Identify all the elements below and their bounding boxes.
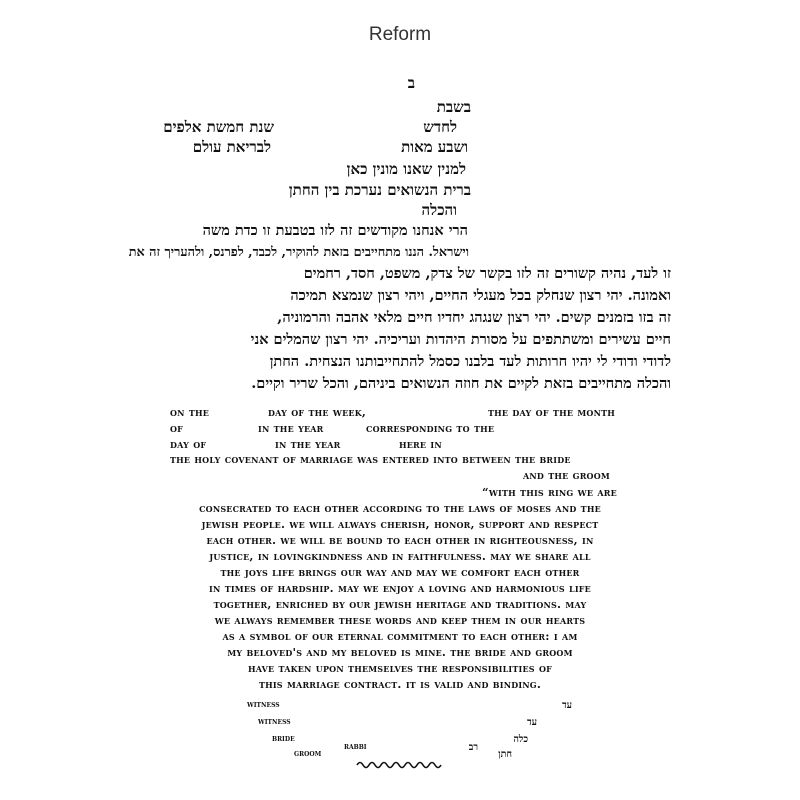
rabbi-hebrew-label: רב	[468, 742, 478, 753]
english-line: we always remember these words and keep them in our hearts	[214, 613, 586, 627]
hebrew-line: ואמונה. יהי רצון שנחלק בכל מעגלי החיים, ויהי רצון שנמצא תמיכה	[290, 287, 671, 304]
witness-1-hebrew-label: עד	[562, 700, 572, 711]
english-line: the joys life brings our way and may we comfort each other	[220, 565, 580, 579]
of-label: of	[170, 421, 184, 435]
rabbi-label: rabbi	[344, 742, 367, 752]
hebrew-shnat: שנת חמשת אלפים	[163, 118, 274, 136]
witness-2-label: witness	[258, 717, 291, 727]
hebrew-line: והכלה מתחייבים בזאת לקיים את חוזה הנשואים ביניהם, והכל שריר וקיים.	[251, 375, 671, 392]
day-of-week-label: day of the week,	[268, 405, 367, 419]
hebrew-lachodesh: לחדש	[423, 118, 457, 136]
groom-label: groom	[294, 749, 322, 759]
english-line: this marriage contract. it is valid and binding.	[258, 677, 542, 691]
groom-hebrew-label: חתן	[498, 749, 512, 760]
on-the-label: on the	[170, 405, 210, 419]
hebrew-lebriat-olam: לבריאת עולם	[192, 138, 271, 156]
day-of-month-label: the day of the month	[488, 405, 615, 419]
in-the-year-2-label: in the year	[275, 437, 341, 451]
and-groom-label: and the groom	[523, 468, 610, 482]
corresponding-label: corresponding to the	[366, 421, 495, 435]
hebrew-line: זו לעד, נהיה קשורים זה לזו בקשר של צדק, משפט, חסד, רחמים	[303, 265, 671, 282]
hebrew-ushva-meot: ושבע מאות	[401, 138, 468, 156]
english-line: each other. we will be bound to each other in righteousness, in	[206, 533, 594, 547]
hebrew-line: וישראל. הננו מתחייבים בזאת להוקיר, לכבד, לפרנס, ולהעריך זה את	[128, 245, 469, 260]
english-line: jewish people. we will always cherish, honor, support and respect	[201, 517, 599, 531]
bride-hebrew-label: כלה	[513, 734, 528, 745]
english-line: “with this ring we are	[482, 485, 617, 499]
hebrew-leminyan: למנין שאנו מונין כאן	[346, 160, 466, 178]
day-of-label: day of	[170, 437, 207, 451]
english-line: as a symbol of our eternal commitment to each other: i am	[222, 629, 578, 643]
english-line: have taken upon themselves the responsibilities of	[247, 661, 552, 675]
english-line: my beloved's and my beloved is mine. the bride and groom	[227, 645, 573, 659]
bride-label: bride	[272, 734, 295, 744]
english-line: justice, in lovingkindness and in faithfulness. may we share all	[209, 549, 591, 563]
hebrew-line: זה בזו בזמנים קשים. יהי רצון שנגהג יחדיו חיים מלאי אהבה והרמוניה,	[277, 309, 671, 326]
hebrew-brit: ברית הנשואים נערכת בין החתן	[288, 181, 471, 199]
english-line: together, enriched by our jewish heritage and traditions. may	[213, 597, 587, 611]
hebrew-bet: ב	[407, 74, 415, 92]
english-line: consecrated to each other according to the laws of moses and the	[199, 501, 601, 515]
witness-1-label: witness	[247, 700, 280, 710]
hebrew-line: חיים עשירים ומשתתפים על מסורת היהדות ועריכיה. יהי רצון שהמלים אני	[250, 331, 671, 348]
hebrew-vehakala: והכלה	[421, 201, 457, 219]
covenant-line: the holy covenant of marriage was entered into between the bride	[170, 452, 571, 466]
in-the-year-label: in the year	[258, 421, 324, 435]
witness-2-hebrew-label: עד	[527, 717, 537, 728]
hebrew-line: לדודי ודודי לי יהיו חרותות לעד בלבנו כסמל להתחייבותנו הנצחית. החתן	[269, 353, 671, 370]
here-in-label: here in	[399, 437, 442, 451]
english-line: in times of hardship. may we enjoy a loving and harmonious life	[209, 581, 591, 595]
hebrew-beshabbat: בשבת	[436, 98, 471, 116]
decorative-flourish-icon	[355, 759, 445, 769]
page-title: Reform	[368, 24, 432, 45]
hebrew-line: הרי אנחנו מקודשים זה לזו בטבעת זו כדת משה	[202, 222, 468, 239]
